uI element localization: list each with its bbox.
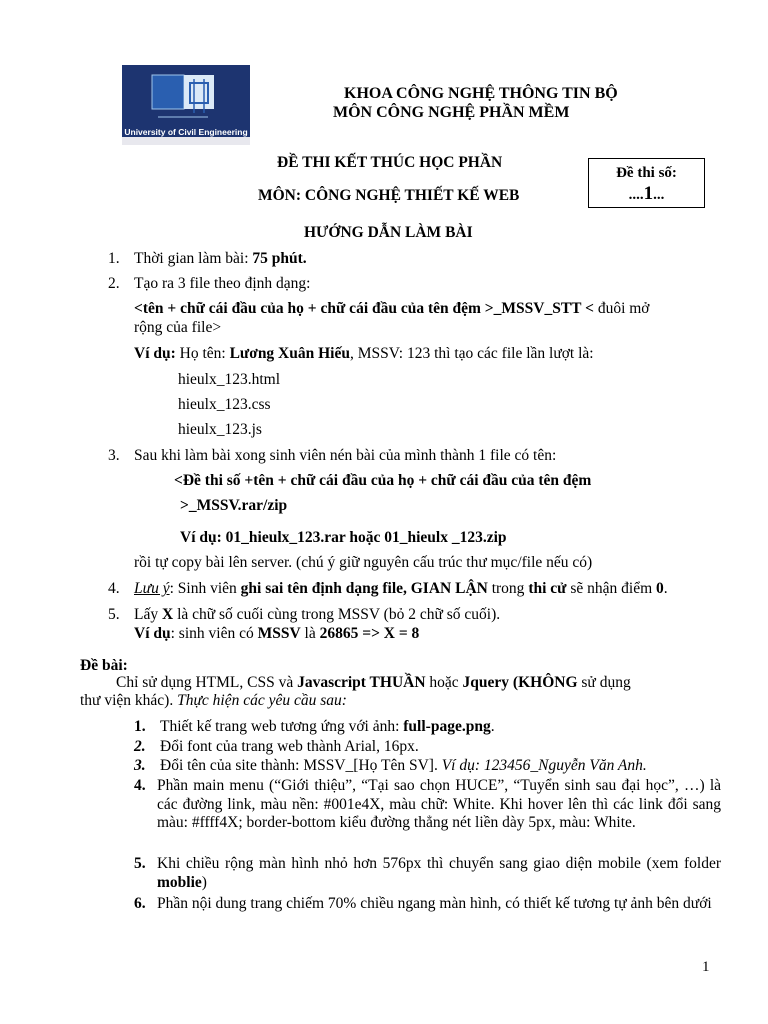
- archive-note: rồi tự copy bài lên server. (chú ý giữ nguyên cấu trúc thư mục/file nếu có): [134, 554, 593, 571]
- exam-number-label: Đề thi số:: [616, 165, 677, 181]
- university-logo: [122, 65, 250, 145]
- requirement-6: Phần nội dung trang chiếm 70% chiều ngang màn hình, có thiết kế tương tự ảnh bên dưới: [157, 895, 712, 912]
- logo-caption: University of Civil Engineering: [124, 127, 248, 137]
- archive-format-line-1: <Đề thi số +tên + chữ cái đầu của họ + chữ cái đầu của tên đệm: [174, 472, 592, 489]
- file-example: Ví dụ: Họ tên: Lương Xuân Hiếu, MSSV: 123 thì tạo các file lần lượt là:: [134, 345, 594, 362]
- archive-example: Ví dụ: 01_hieulx_123.rar hoặc 01_hieulx _123.zip: [180, 529, 507, 546]
- guide-item-5-example: Ví dụ: sinh viên có MSSV là 26865 => X = 8: [134, 625, 420, 642]
- requirement-3: 3. Đổi tên của site thành: MSSV_[Họ Tên SV]. Ví dụ: 123456_Nguyễn Văn Anh.: [134, 757, 647, 774]
- file-format-line-1: <tên + chữ cái đầu của họ + chữ cái đầu của tên đệm >_MSSV_STT < đuôi mở: [134, 300, 650, 317]
- requirement-5-number: 5.: [134, 855, 146, 872]
- problem-intro-line-1: Chỉ sử dụng HTML, CSS và Javascript THUẦN hoặc Jquery (KHÔNG sử dụng: [116, 674, 631, 691]
- department-line: MÔN CÔNG NGHỆ PHẦN MỀM: [333, 104, 570, 121]
- exam-number-box: [588, 158, 705, 208]
- example-file-css: hieulx_123.css: [178, 396, 271, 413]
- guide-item-5: 5. Lấy X là chữ số cuối cùng trong MSSV (bỏ 2 chữ số cuối).: [108, 606, 501, 623]
- guide-item-4: 4. Lưu ý: Sinh viên ghi sai tên định dạng file, GIAN LẬN trong thi cử sẽ nhận điểm 0.: [108, 580, 668, 597]
- problem-heading: Đề bài:: [80, 657, 128, 674]
- guide-heading: HƯỚNG DẪN LÀM BÀI: [304, 224, 473, 241]
- exam-number-value: ....1...: [628, 183, 665, 204]
- exam-title: ĐỀ THI KẾT THÚC HỌC PHẦN: [277, 154, 503, 171]
- problem-intro-line-2: thư viện khác). Thực hiện các yêu cầu sau:: [80, 692, 347, 709]
- file-format-line-2: rộng của file>: [134, 319, 222, 336]
- exam-subject: MÔN: CÔNG NGHỆ THIẾT KẾ WEB: [258, 187, 520, 204]
- example-file-html: hieulx_123.html: [178, 371, 281, 388]
- requirement-1: 1. Thiết kế trang web tương ứng với ảnh: full-page.png.: [134, 718, 495, 735]
- requirement-5: Khi chiều rộng màn hình nhỏ hơn 576px thì chuyển sang giao diện mobile (xem folder moblie): [157, 855, 721, 891]
- example-file-js: hieulx_123.js: [178, 421, 262, 438]
- guide-item-3: 3. Sau khi làm bài xong sinh viên nén bài của mình thành 1 file có tên:: [108, 447, 557, 464]
- guide-item-1: 1. Thời gian làm bài: 75 phút.: [108, 250, 307, 267]
- page-number: 1: [702, 959, 710, 975]
- archive-format-line-2: >_MSSV.rar/zip: [180, 497, 288, 514]
- university-seal-icon: [144, 69, 222, 127]
- logo-reflection: [122, 137, 250, 145]
- faculty-line: KHOA CÔNG NGHỆ THÔNG TIN BỘ: [344, 85, 618, 102]
- requirement-4: Phần main menu (“Giới thiệu”, “Tại sao chọn HUCE”, “Tuyển sinh sau đại học”, …) là các đường link, màu nền: #001e4X, màu chữ: White. Khi hover lên thì các link đổi sang màu: #ffff4X; border-bottom kiểu đường thẳng nét liền dày 5px, màu: White.: [157, 777, 721, 832]
- requirement-6-number: 6.: [134, 895, 146, 912]
- requirement-2: 2. Đổi font của trang web thành Arial, 16px.: [134, 738, 419, 755]
- guide-item-2: 2. Tạo ra 3 file theo định dạng:: [108, 275, 311, 292]
- requirement-4-number: 4.: [134, 777, 146, 794]
